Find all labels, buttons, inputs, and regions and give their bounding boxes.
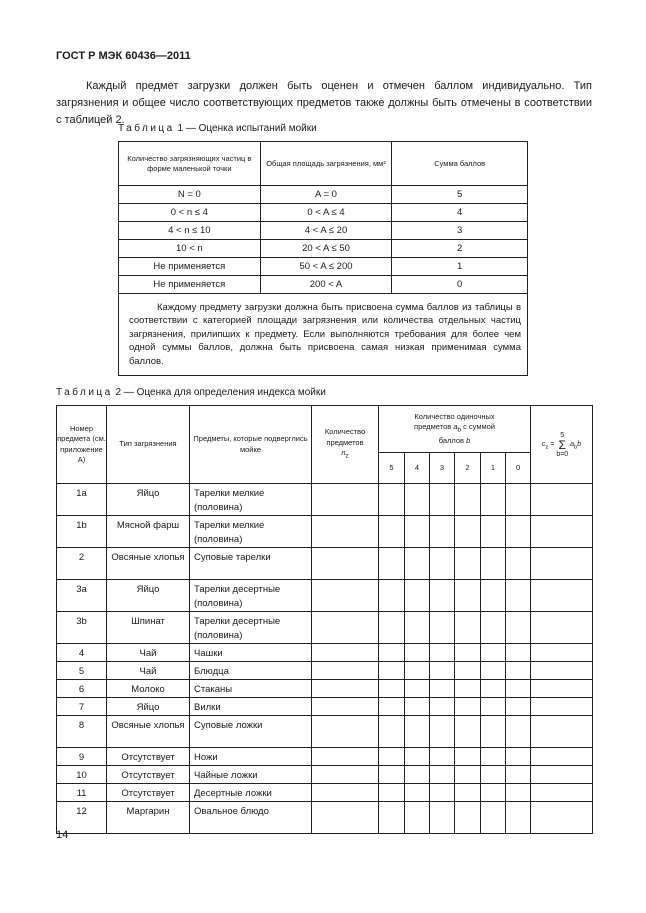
t2-empty-cell <box>506 680 531 698</box>
score-table <box>118 141 528 376</box>
t2-cell-num: 8 <box>57 716 107 748</box>
t2-empty-cell <box>506 698 531 716</box>
t1-row <box>119 222 528 240</box>
t2-cell-num: 10 <box>57 766 107 784</box>
formula-bottom: b=0 <box>556 450 569 458</box>
score-4-header: 4 <box>405 453 430 484</box>
t2-cell-num: 6 <box>57 680 107 698</box>
t2-empty-cell <box>531 612 593 644</box>
t2-cell-items: Ножи <box>190 748 312 766</box>
t2-empty-cell <box>531 698 593 716</box>
table1-caption-title: 1 — Оценка испытаний мойки <box>177 123 317 134</box>
t2-empty-cell <box>481 580 506 612</box>
t2-cell-items: Суповые ложки <box>190 716 312 748</box>
t2-empty-cell <box>531 580 593 612</box>
formula-lhs: c <box>541 441 546 449</box>
t1-row <box>119 240 528 258</box>
t1-cell: 1 <box>392 258 528 276</box>
t2-header-number: Номер предмета (см. приложение А) <box>57 406 107 484</box>
t2-count-line1: Количество <box>324 427 366 436</box>
table1-caption-word: Таблица <box>118 123 175 134</box>
t2-empty-cell <box>506 716 531 748</box>
t2-cell-type: Яйцо <box>107 484 190 516</box>
t2-empty-cell <box>312 784 379 802</box>
t2-cell-items: Чашки <box>190 644 312 662</box>
t2-empty-cell <box>430 662 455 680</box>
table2-caption <box>56 387 326 398</box>
t1-cell: 50 < A ≤ 200 <box>260 258 392 276</box>
t2-empty-cell <box>455 802 481 834</box>
t2-empty-cell <box>506 766 531 784</box>
t2-empty-cell <box>531 516 593 548</box>
t1-row <box>119 276 528 294</box>
t2-cell-items: Вилки <box>190 698 312 716</box>
t2-empty-cell <box>405 748 430 766</box>
formula-term-sub: b <box>574 444 578 451</box>
t2-cell-num: 9 <box>57 748 107 766</box>
t2-empty-cell <box>405 644 430 662</box>
t2-empty-cell <box>379 484 405 516</box>
t2-cell-items: Тарелки десертные (половина) <box>190 580 312 612</box>
t2-row <box>57 716 593 748</box>
t2-empty-cell <box>405 766 430 784</box>
t1-cell: 4 < n ≤ 10 <box>119 222 261 240</box>
t2-empty-cell <box>405 784 430 802</box>
t2-empty-cell <box>312 716 379 748</box>
t2-count-var: n <box>341 448 346 457</box>
t2-cell-num: 3b <box>57 612 107 644</box>
t2-empty-cell <box>531 716 593 748</box>
t2-empty-cell <box>481 766 506 784</box>
t2-empty-cell <box>430 766 455 784</box>
t2-count-sub: z <box>345 452 349 460</box>
t2-row <box>57 766 593 784</box>
t2-empty-cell <box>379 580 405 612</box>
t2-cell-type: Мясной фарш <box>107 516 190 548</box>
t2-cell-num: 12 <box>57 802 107 834</box>
t2-empty-cell <box>455 484 481 516</box>
t2-cell-type: Яйцо <box>107 580 190 612</box>
t2-empty-cell <box>312 662 379 680</box>
formula-top: 5 <box>560 431 565 439</box>
t1-cell: 0 < A ≤ 4 <box>260 204 392 222</box>
t2-empty-cell <box>405 662 430 680</box>
t2-cell-num: 2 <box>57 548 107 580</box>
t2-cell-items: Тарелки мелкие (половина) <box>190 484 312 516</box>
t2-empty-cell <box>531 548 593 580</box>
t2-empty-cell <box>481 748 506 766</box>
t2-empty-cell <box>506 644 531 662</box>
score-0-header: 0 <box>506 453 531 484</box>
t2-empty-cell <box>481 698 506 716</box>
t2-empty-cell <box>455 680 481 698</box>
score-1-header: 1 <box>481 453 506 484</box>
formula-lhs-sub: z <box>545 444 549 451</box>
t2-empty-cell <box>506 516 531 548</box>
t2-empty-cell <box>430 612 455 644</box>
t2-empty-cell <box>455 748 481 766</box>
t2-header-formula <box>531 406 593 484</box>
t2-empty-cell <box>312 766 379 784</box>
t2-empty-cell <box>405 716 430 748</box>
t2-header-items: Предметы, которые подверглись мойке <box>190 406 312 484</box>
t2-empty-cell <box>506 802 531 834</box>
t2-empty-cell <box>430 716 455 748</box>
t2-cell-num: 1a <box>57 484 107 516</box>
t2-empty-cell <box>379 612 405 644</box>
t2-cell-num: 11 <box>57 784 107 802</box>
t2-row <box>57 698 593 716</box>
t2-empty-cell <box>531 484 593 516</box>
t2-empty-cell <box>531 644 593 662</box>
t2-row <box>57 612 593 644</box>
t2-cell-items: Суповые тарелки <box>190 548 312 580</box>
t1-row <box>119 258 528 276</box>
t2-empty-cell <box>481 548 506 580</box>
t2-empty-cell <box>430 484 455 516</box>
score-2-header: 2 <box>455 453 481 484</box>
t2-empty-cell <box>312 748 379 766</box>
t2-cell-items: Тарелки десертные (половина) <box>190 612 312 644</box>
t2-cell-items: Десертные ложки <box>190 784 312 802</box>
t2-empty-cell <box>506 662 531 680</box>
t2-empty-cell <box>312 580 379 612</box>
t2-empty-cell <box>405 802 430 834</box>
t2-empty-cell <box>430 784 455 802</box>
t2-cell-type: Яйцо <box>107 698 190 716</box>
t2-empty-cell <box>312 612 379 644</box>
t2-empty-cell <box>531 784 593 802</box>
t2-empty-cell <box>455 698 481 716</box>
t1-cell: 4 < A ≤ 20 <box>260 222 392 240</box>
t2-empty-cell <box>481 680 506 698</box>
t2-cell-type: Отсутствует <box>107 748 190 766</box>
t2-cell-type: Овсяные хлопья <box>107 548 190 580</box>
t2-empty-cell <box>430 748 455 766</box>
t2-empty-cell <box>430 698 455 716</box>
t2-empty-cell <box>506 612 531 644</box>
t2-empty-cell <box>455 516 481 548</box>
t2-cell-type: Маргарин <box>107 802 190 834</box>
document-header: ГОСТ Р МЭК 60436—2011 <box>56 50 191 62</box>
t2-empty-cell <box>312 680 379 698</box>
t2-empty-cell <box>481 516 506 548</box>
intro-text: Каждый предмет загрузки должен быть оценен и отмечен баллом индивидуально. Тип загрязнения и общее число соответствующих предметов также должны быть отмечены в соответствии с таблицей 2. <box>56 80 592 126</box>
t2-cell-type: Чай <box>107 662 190 680</box>
t2-empty-cell <box>455 716 481 748</box>
t2-cell-items: Блюдца <box>190 662 312 680</box>
t2-single-sub: b <box>457 426 461 434</box>
t2-empty-cell <box>430 644 455 662</box>
t2-row <box>57 516 593 548</box>
t2-cell-num: 5 <box>57 662 107 680</box>
page-number: 14 <box>56 829 69 841</box>
t1-cell: N = 0 <box>119 186 261 204</box>
t2-empty-cell <box>481 802 506 834</box>
t1-cell: 20 < A ≤ 50 <box>260 240 392 258</box>
t2-empty-cell <box>531 766 593 784</box>
t1-row <box>119 186 528 204</box>
t2-empty-cell <box>405 612 430 644</box>
t1-cell: 200 < A <box>260 276 392 294</box>
t2-count-line2: предметов <box>326 437 364 447</box>
t2-empty-cell <box>481 716 506 748</box>
t2-cell-items: Овальное блюдо <box>190 802 312 834</box>
t2-row <box>57 644 593 662</box>
t1-cell: Не применяется <box>119 276 261 294</box>
t2-empty-cell <box>481 662 506 680</box>
t2-cell-num: 4 <box>57 644 107 662</box>
t2-empty-cell <box>379 680 405 698</box>
t1-cell: 5 <box>392 186 528 204</box>
t2-row <box>57 484 593 516</box>
t2-empty-cell <box>455 784 481 802</box>
t2-empty-cell <box>481 644 506 662</box>
t2-cell-items: Чайные ложки <box>190 766 312 784</box>
formula-eq: = <box>550 441 555 449</box>
t1-cell: A = 0 <box>260 186 392 204</box>
table1-caption <box>118 123 317 134</box>
t1-note-text: Каждому предмету загрузки должна быть присвоена сумма баллов из таблицы в соответствии с категорией площади загрязнения или количества отдельных частиц загрязнения, прилипших к предмету. Если выполняются требования для более чем одной суммы баллов, должна быть присвоена самая низкая применимая сумма баллов. <box>129 302 521 367</box>
t2-empty-cell <box>405 580 430 612</box>
t2-row <box>57 680 593 698</box>
t2-cell-num: 3a <box>57 580 107 612</box>
t2-empty-cell <box>531 802 593 834</box>
t2-empty-cell <box>506 548 531 580</box>
t2-empty-cell <box>405 484 430 516</box>
t2-empty-cell <box>455 662 481 680</box>
t2-empty-cell <box>312 484 379 516</box>
t2-header-count <box>312 406 379 484</box>
t2-empty-cell <box>455 548 481 580</box>
t2-empty-cell <box>430 548 455 580</box>
t1-cell: Не применяется <box>119 258 261 276</box>
t2-cell-type: Отсутствует <box>107 784 190 802</box>
table2-caption-word: Таблица <box>56 387 113 398</box>
t2-empty-cell <box>531 680 593 698</box>
score-5-header: 5 <box>379 453 405 484</box>
t2-empty-cell <box>531 748 593 766</box>
t2-empty-cell <box>379 662 405 680</box>
formula-term: a <box>570 441 575 449</box>
t2-empty-cell <box>455 580 481 612</box>
t2-empty-cell <box>312 548 379 580</box>
t2-empty-cell <box>405 680 430 698</box>
wash-index-table <box>56 405 593 834</box>
t2-row <box>57 784 593 802</box>
t2-empty-cell <box>312 644 379 662</box>
t2-cell-type: Молоко <box>107 680 190 698</box>
t2-row <box>57 548 593 580</box>
t2-single-var: a <box>453 422 458 431</box>
t2-row <box>57 662 593 680</box>
t1-cell: 2 <box>392 240 528 258</box>
t2-empty-cell <box>455 766 481 784</box>
t2-empty-cell <box>481 612 506 644</box>
t1-cell: 4 <box>392 204 528 222</box>
t2-single-line1: Количество одиночных <box>414 411 495 421</box>
t2-empty-cell <box>379 716 405 748</box>
t2-empty-cell <box>379 548 405 580</box>
t2-row <box>57 802 593 834</box>
t1-note <box>119 294 528 376</box>
t2-empty-cell <box>455 644 481 662</box>
sum-formula <box>541 431 582 458</box>
intro-paragraph <box>56 78 592 129</box>
t2-single-line3a: баллов <box>438 436 465 445</box>
t2-empty-cell <box>405 516 430 548</box>
t2-empty-cell <box>379 802 405 834</box>
t1-cell: 0 <box>392 276 528 294</box>
t2-empty-cell <box>481 784 506 802</box>
t1-row <box>119 204 528 222</box>
t2-empty-cell <box>430 680 455 698</box>
t2-single-line2b: с суммой <box>463 422 496 431</box>
t2-cell-type: Овсяные хлопья <box>107 716 190 748</box>
table2-caption-title: 2 — Оценка для определения индекса мойки <box>115 387 326 398</box>
t2-single-line2a: предметов <box>414 422 452 431</box>
t2-empty-cell <box>312 698 379 716</box>
t2-empty-cell <box>379 516 405 548</box>
t2-empty-cell <box>506 580 531 612</box>
t2-empty-cell <box>430 580 455 612</box>
t2-empty-cell <box>506 784 531 802</box>
t2-cell-type: Чай <box>107 644 190 662</box>
sigma-symbol: 5 Σ b=0 <box>556 431 569 458</box>
t2-empty-cell <box>312 516 379 548</box>
t2-header-type: Тип загрязнения <box>107 406 190 484</box>
t2-empty-cell <box>312 802 379 834</box>
t1-header-area: Общая площадь загрязнения, мм² <box>260 142 392 186</box>
t2-empty-cell <box>405 698 430 716</box>
t1-header-particles: Количество загрязняющих частиц в форме маленькой точки <box>119 142 261 186</box>
t2-header-single <box>379 406 531 453</box>
t2-empty-cell <box>405 548 430 580</box>
t2-cell-type: Шпинат <box>107 612 190 644</box>
t2-empty-cell <box>506 748 531 766</box>
t2-empty-cell <box>379 644 405 662</box>
t2-cell-items: Тарелки мелкие (половина) <box>190 516 312 548</box>
t2-empty-cell <box>531 662 593 680</box>
t2-cell-num: 1b <box>57 516 107 548</box>
formula-b: b <box>577 441 582 449</box>
t1-header-score: Сумма баллов <box>392 142 528 186</box>
t1-cell: 10 < n <box>119 240 261 258</box>
t2-cell-num: 7 <box>57 698 107 716</box>
t2-empty-cell <box>379 784 405 802</box>
t2-row <box>57 580 593 612</box>
t2-empty-cell <box>379 766 405 784</box>
t1-cell: 3 <box>392 222 528 240</box>
score-3-header: 3 <box>430 453 455 484</box>
t2-single-line3b: b <box>466 436 471 445</box>
t2-row <box>57 748 593 766</box>
t2-empty-cell <box>430 802 455 834</box>
t2-empty-cell <box>430 516 455 548</box>
t2-empty-cell <box>379 748 405 766</box>
t2-empty-cell <box>506 484 531 516</box>
t1-cell: 0 < n ≤ 4 <box>119 204 261 222</box>
t2-empty-cell <box>379 698 405 716</box>
t2-empty-cell <box>481 484 506 516</box>
t2-cell-items: Стаканы <box>190 680 312 698</box>
t2-cell-type: Отсутствует <box>107 766 190 784</box>
t2-empty-cell <box>455 612 481 644</box>
